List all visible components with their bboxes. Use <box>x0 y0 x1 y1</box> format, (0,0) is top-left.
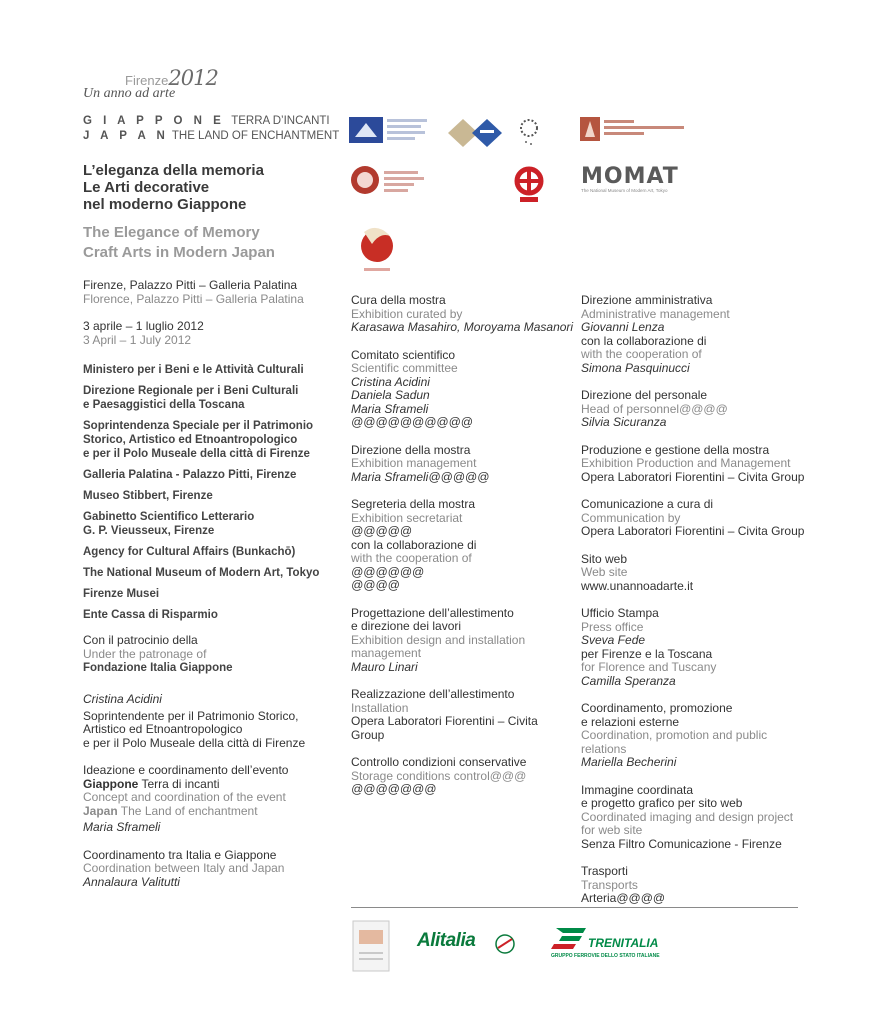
concept-block: Ideazione e coordinamento dell’evento Giappone Terra di incanti Concept and coordination of the event Japan The Land of enchantment Maria Sframeli <box>83 763 289 834</box>
organizer-item: Galleria Palatina - Palazzo Pitti, Firenze <box>83 469 297 481</box>
regional-logo <box>446 116 504 150</box>
terra-label: TERRA D’INCANTI <box>231 115 330 127</box>
ministry-logo <box>349 115 429 147</box>
giappone-label: G I A P P O N E <box>83 115 225 127</box>
acidini-block: Cristina Acidini Soprintendente per il Patrimonio Storico, Artistico ed Etnoantropologico e per il Polo Museale della città di Firenze <box>83 692 306 750</box>
momat-logo: MOMAT The National Museum of Modern Art, Tokyo <box>581 164 679 193</box>
trenitalia-wordmark: TRENITALIA <box>588 936 659 950</box>
credit-section: Coordinamento, promozione e relazioni esterne Coordination, promotion and public relations Mariella Becherini <box>581 701 768 769</box>
firenze-musei-logo <box>350 222 404 276</box>
exhibition-title-it: L’eleganza della memoria Le Arti decorative nel moderno Giappone <box>83 162 264 213</box>
credit-section: Sito web Web site www.unannoadarte.it <box>581 551 694 593</box>
organizer-item: Ente Cassa di Risparmio <box>83 609 218 621</box>
venue-block: Firenze, Palazzo Pitti – Galleria Palatina Florence, Palazzo Pitti – Galleria Palatina <box>83 278 304 306</box>
credit-section: Ufficio Stampa Press office Sveva Fede per Firenze e la Toscana for Florence and Tuscany Camilla Speranza <box>581 606 717 688</box>
organizer-item: Firenze Musei <box>83 588 160 600</box>
credit-section: Direzione amministrativa Administrative management Giovanni Lenza con la collaborazione di with the cooperation of Simona Pasquinucci <box>581 293 730 375</box>
credit-section: Comunicazione a cura di Communication by Opera Laboratori Fiorentini – Civita Group <box>581 497 805 538</box>
credit-section: Segreteria della mostra Exhibition secretariat @@@@@ con la collaborazione di with the cooperation of @@@@@@ @@@@ <box>351 497 477 592</box>
trenitalia-sub: GRUPPO FERROVIE DELLO STATO ITALIANE <box>551 953 660 959</box>
logo-year: 2012 <box>168 66 218 90</box>
credit-section: Direzione del personale Head of personnel@@@@ Silvia Sicuranza <box>581 388 728 429</box>
organizer-item: Gabinetto Scientifico Letterario G. P. Vieusseux, Firenze <box>83 511 255 537</box>
coordination-block: Coordinamento tra Italia e Giappone Coordination between Italy and Japan Annalaura Valitutti <box>83 847 285 889</box>
organizer-item: Soprintendenza Speciale per il Patrimonio Storico, Artistico ed Etnoantropologico e per il Polo Museale della città di Firenze <box>83 420 314 460</box>
organizers-list <box>83 363 333 622</box>
credit-section: Controllo condizioni conservative Storage conditions control@@@ @@@@@@@ <box>351 755 527 796</box>
credit-section: Direzione della mostra Exhibition management Maria Sframeli@@@@@ <box>351 442 490 484</box>
exhibition-title-en: The Elegance of Memory Craft Arts in Modern Japan <box>83 224 275 261</box>
organizer-item: Direzione Regionale per i Beni Culturali e Paesaggistici della Toscana <box>83 385 299 411</box>
credit-section: Produzione e gestione della mostra Exhibition Production and Management Opera Laboratori Fiorentini – Civita Group <box>581 442 805 484</box>
patronage-block: Con il patrocinio della Under the patronage of Fondazione Italia Giappone <box>83 633 233 674</box>
left-column <box>83 279 333 898</box>
alitalia-tail-icon <box>494 933 516 955</box>
organizer-item: The National Museum of Modern Art, Tokyo <box>83 567 320 579</box>
organizer-item: Ministero per i Beni e le Attività Culturali <box>83 364 304 376</box>
trenitalia-mark-icon <box>550 924 590 952</box>
bunkacho-logo <box>508 162 550 206</box>
land-label: THE LAND OF ENCHANTMENT <box>171 130 340 142</box>
middle-column <box>351 294 576 811</box>
alitalia-logo: Alitalia <box>417 930 476 951</box>
right-column <box>581 294 811 920</box>
organizer-item: Museo Stibbert, Firenze <box>83 490 213 502</box>
japan-label: J A P A N <box>83 130 169 142</box>
credit-section: Progettazione dell’allestimento e direzione dei lavori Exhibition design and installation management Mauro Linari <box>351 605 526 674</box>
credit-section: Comitato scientifico Scientific committee Cristina Acidini Daniela Sadun Maria Sframeli @@@@@@@@@@ <box>351 347 473 429</box>
logo-word: Firenze <box>125 73 169 88</box>
polo-museale-logo <box>517 117 541 147</box>
vieusseux-logo <box>350 163 428 197</box>
footer-divider <box>351 907 798 908</box>
credit-section: Trasporti Transports Arteria@@@@ <box>581 864 666 905</box>
credit-section: Realizzazione dell’allestimento Installation Opera Laboratori Fiorentini – Civita Group <box>351 687 538 742</box>
cbf-badge-logo <box>352 920 390 972</box>
credit-section: Cura della mostra Exhibition curated by Karasawa Masahiro, Moroyama Masanori <box>351 293 574 334</box>
event-title <box>83 114 339 144</box>
logo-subtitle: Un anno ad arte <box>83 86 176 101</box>
dates-block: 3 aprile – 1 luglio 2012 3 April – 1 July 2012 <box>83 319 204 347</box>
organizer-item: Agency for Cultural Affairs (Bunkachō) <box>83 546 296 558</box>
credit-section: Immagine coordinata e progetto grafico per sito web Coordinated imaging and design project for web site Senza Filtro Comunicazione - Firenze <box>581 782 794 851</box>
ente-cassa-logo <box>580 115 690 145</box>
